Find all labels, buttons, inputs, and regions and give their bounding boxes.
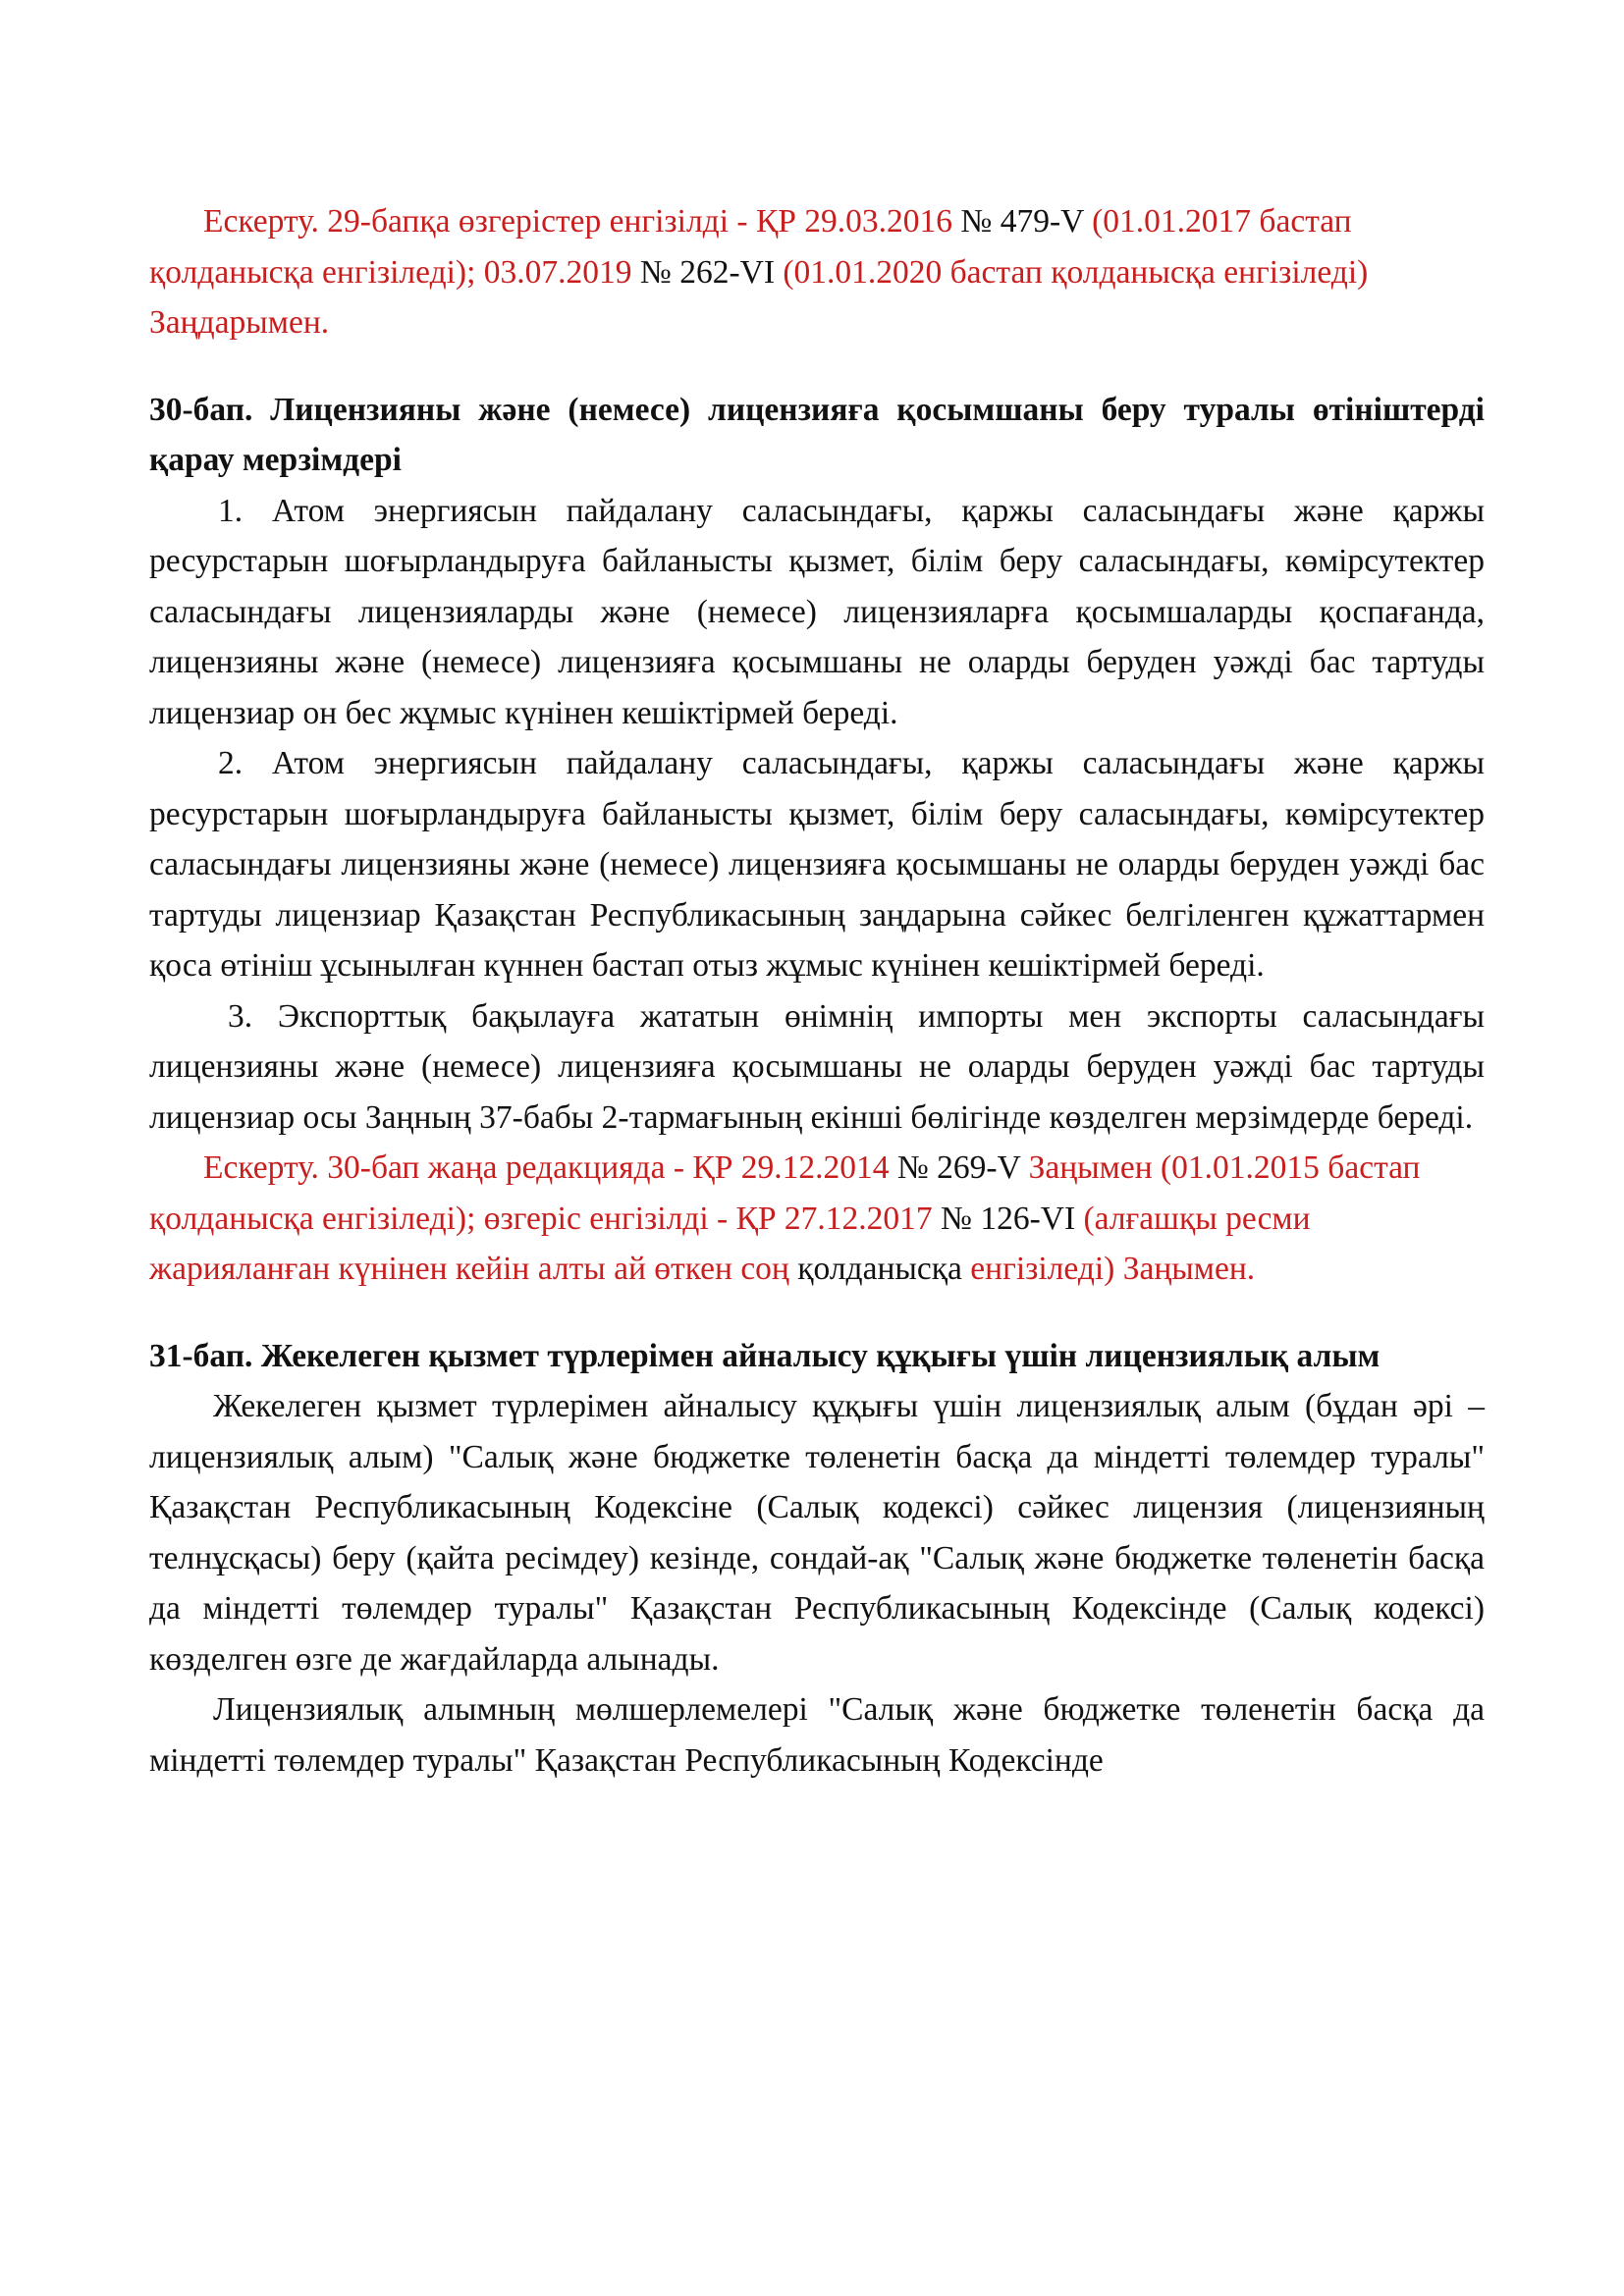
article-30-heading: 30-бап. Лицензияны және (немесе) лицензияға қосымшаны беру туралы өтініштерді қарау мерзімдері	[149, 391, 1485, 478]
note-text: (01.01.2017 бастап қолданысқа енгізіледі); 03.07.2019	[149, 203, 1352, 291]
note-text: (01.01.2020 бастап қолданысқа енгізіледі) Заңдарымен.	[149, 253, 1369, 341]
article-31-paragraph-1: Жекелеген қызмет түрлерімен айналысу құқығы үшін лицензиялық алым (бұдан әрі – лицензиялық алым) "Салық және бюджетке төленетін басқа да міндетті төлемдер туралы" Қазақстан Республикасының Кодексіне (Салық кодексі) сәйкес лицензия (лицензияның телнұсқасы) беру (қайта ресімдеу) кезінде, сондай-ақ "Салық және бюджетке төленетін басқа да міндетті төлемдер туралы" Қазақстан Республикасының Кодексінде (Салық кодексі) көзделген өзге де жағдайларда алынады.	[149, 1388, 1485, 1678]
law-reference-link[interactable]: № 262-VI	[639, 253, 775, 291]
note-text: Ескерту. 30-бап жаңа редакцияда - ҚР 29.12.2014	[203, 1149, 897, 1186]
note-text: Заңымен (01.01.2015 бастап қолданысқа енгізіледі); өзгеріс енгізілді - ҚР 27.12.2017	[149, 1149, 1421, 1237]
note-text: Ескерту. 29-бапқа өзгерістер енгізілді - ҚР 29.03.2016	[203, 203, 961, 240]
article-31-heading: 31-бап. Жекелеген қызмет түрлерімен айналысу құқығы үшін лицензиялық алым	[149, 1337, 1380, 1374]
article-30-paragraph-1: 1. Атом энергиясын пайдалану саласындағы, қаржы саласындағы және қаржы ресурстарын шоғырландыруға байланысты қызмет, білім беру саласындағы, көмірсутектер саласындағы лицензияларды және (немесе) лицензияларға қосымшаларды қоспағанда, лицензияны және (немесе) лицензияға қосымшаны не оларды беруден уәжді бас тартуды лицензиар он бес жұмыс күнінен кешіктірмей береді.	[149, 492, 1485, 731]
law-reference-link[interactable]: № 269-V	[896, 1149, 1021, 1186]
law-reference-link[interactable]: қолданысқа	[797, 1251, 962, 1287]
amendment-note-article-29	[149, 196, 1485, 348]
law-reference-link[interactable]: № 479-V	[960, 203, 1084, 240]
law-reference-link[interactable]: № 126-VI	[941, 1200, 1076, 1237]
amendment-note-article-30	[149, 1143, 1485, 1295]
document-page	[149, 196, 1485, 1786]
spacer	[149, 1295, 1485, 1331]
spacer	[149, 348, 1485, 385]
note-text: (алғашқы ресми жарияланған күнінен кейін алты ай өткен соң	[149, 1200, 1311, 1287]
article-30-paragraph-2: 2. Атом энергиясын пайдалану саласындағы, қаржы саласындағы және қаржы ресурстарын шоғырландыруға байланысты қызмет, білім беру саласындағы, көмірсутектер саласындағы лицензияны және (немесе) лицензияға қосымшаны не оларды беруден уәжді бас тартуды лицензиар Қазақстан Республикасының заңдарына сәйкес белгіленген құжаттармен қоса өтініш ұсынылған күннен бастап отыз жұмыс күнінен кешіктірмей береді.	[149, 745, 1485, 984]
article-31-paragraph-2: Лицензиялық алымның мөлшерлемелері "Салық және бюджетке төленетін басқа да міндетті төлемдер туралы" Қазақстан Республикасының Кодексінде	[149, 1691, 1485, 1779]
article-30-paragraph-3: 3. Экспорттық бақылауға жататын өнімнің импорты мен экспорты саласындағы лицензияны және (немесе) лицензияға қосымшаны не оларды беруден уәжді бас тартуды лицензиар осы Заңның 37-бабы 2-тармағының екінші бөлігінде көзделген мерзімдерде береді.	[149, 997, 1485, 1136]
note-text: енгізіледі) Заңымен.	[961, 1251, 1256, 1287]
